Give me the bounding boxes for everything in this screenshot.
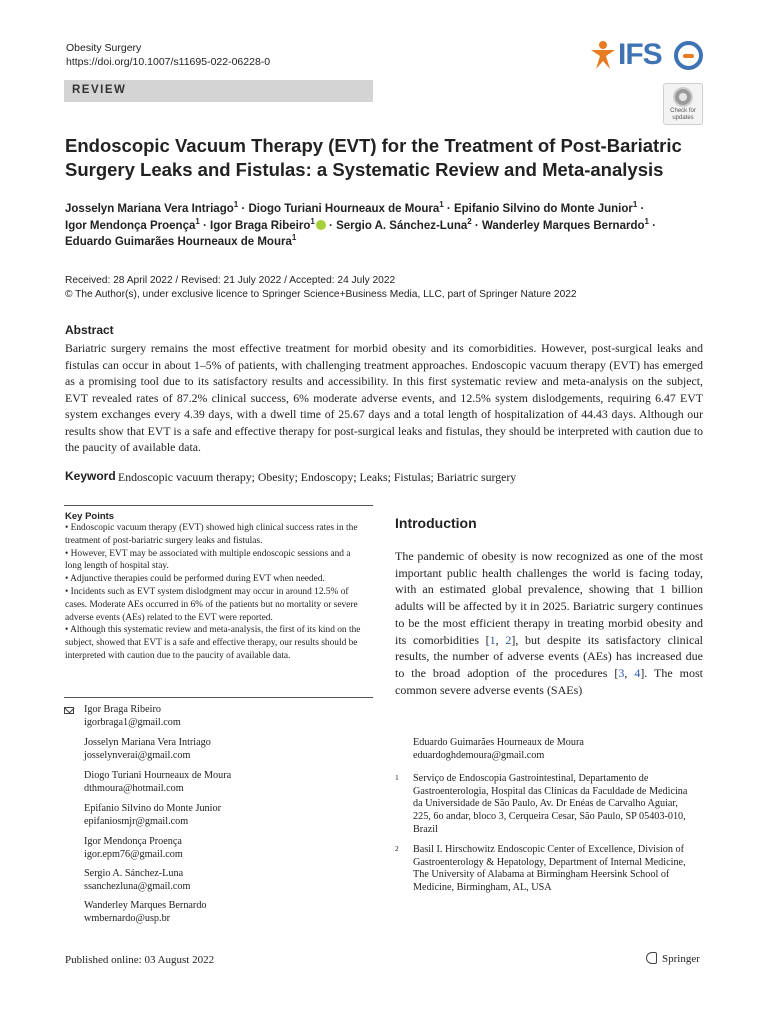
citation-link[interactable]: 1 bbox=[489, 632, 496, 647]
citation-separator: , bbox=[624, 665, 635, 680]
contact-email[interactable]: wmbernardo@usp.br bbox=[84, 912, 171, 924]
contact-email[interactable]: igorbraga1@gmail.com bbox=[84, 716, 181, 728]
contact-name: Igor Mendonça Proença bbox=[84, 836, 182, 847]
author-affiliation: 1 bbox=[310, 216, 315, 226]
author[interactable]: Epifanio Silvino do Monte Junior bbox=[453, 203, 633, 215]
envelope-icon bbox=[64, 707, 74, 714]
author-affiliation: 1 bbox=[644, 216, 649, 226]
contact-name: Sergio A. Sánchez-Luna bbox=[84, 868, 184, 879]
contact-entry bbox=[84, 836, 364, 861]
author-affiliation: 1 bbox=[439, 200, 444, 210]
author[interactable]: Eduardo Guimarães Hourneaux de Moura bbox=[65, 236, 292, 248]
author-affiliation: 2 bbox=[467, 216, 472, 226]
author-list: Josselyn Mariana Vera Intriago$^1$ · Diogo Turiani Hourneaux de Moura$^1$ · Epifanio Silvino do Monte Junior$^1$ · Igor Mendonça Proença$^1$ · Igor Braga Ribeiro$^1$ · Sergio A. Sánchez-Luna$^2$ · Wanderley Marques Bernardo$^1$ · Eduardo Guimarães Hourneaux de Moura$^1$ bbox=[65, 200, 656, 248]
affiliation-text: Basil I. Hirschowitz Endoscopic Center of Excellence, Division of Gastroenterology & Hepatology, Department of Internal Medicine, The University of Alabama at Birmingham Heersink School of Medicine, Birmingham, AL, USA bbox=[413, 844, 686, 894]
citation-link[interactable]: 2 bbox=[505, 632, 512, 647]
article-dates: Received: 28 April 2022 / Revised: 21 July 2022 / Accepted: 24 July 2022 bbox=[65, 275, 396, 286]
author-affiliation: 1 bbox=[233, 200, 239, 210]
contact-email[interactable]: igor.epm76@gmail.com bbox=[84, 848, 183, 860]
check-for-updates-label: Check for updates bbox=[670, 108, 696, 121]
ifso-logo bbox=[588, 38, 706, 72]
key-point-item: • Adjunctive therapies could be performed during EVT when needed. bbox=[65, 574, 325, 585]
contact-name: Epifanio Silvino do Monte Junior bbox=[84, 803, 221, 814]
intro-text-part: ]. The most common severe adverse events (SAEs) bbox=[395, 665, 704, 697]
affiliation-number: 1 bbox=[395, 773, 399, 782]
bookmark-icon bbox=[673, 87, 693, 107]
contact-email[interactable]: dthmoura@hotmail.com bbox=[84, 782, 184, 794]
contact-email[interactable]: epifaniosmjr@gmail.com bbox=[84, 815, 189, 827]
introduction-heading: Introduction bbox=[395, 515, 477, 531]
author[interactable]: Sergio A. Sánchez-Luna bbox=[336, 219, 468, 232]
affiliation-text: Serviço de Endoscopia Gastrointestinal, Departamento de Gastroenterologia, Hospital das Clínicas da Faculdade de Medicina da Universidade de São Paulo, Av. Dr Enéas de Carvalho Aguiar, 225, 6o andar, bloco 3, Cerqueira Cesar, São Paulo, SP 05403-010, Brazil bbox=[413, 773, 688, 835]
key-points-heading: Key Points bbox=[65, 511, 115, 522]
orcid-icon[interactable] bbox=[316, 220, 326, 230]
logo-text: IFS bbox=[618, 38, 662, 71]
citation-link[interactable]: 3 bbox=[618, 665, 625, 680]
author[interactable]: Igor Mendonça Proença bbox=[65, 219, 196, 232]
author[interactable]: Igor Braga Ribeiro bbox=[210, 219, 311, 232]
key-point-item: • Although this systematic review and meta-analysis, the first of its kind on the subject, showed that EVT is a safe and effective therapy, our results should be interpreted with caution due to the paucity of available data. bbox=[65, 625, 361, 661]
article-title bbox=[65, 134, 685, 182]
springer-horse-icon bbox=[646, 952, 657, 964]
author[interactable]: Josselyn Mariana Vera Intriago bbox=[65, 203, 234, 215]
author[interactable]: Diogo Turiani Hourneaux de Moura bbox=[248, 203, 440, 215]
contact-name: Diogo Turiani Hourneaux de Moura bbox=[84, 770, 232, 781]
logo-o-icon bbox=[674, 41, 703, 70]
key-point-item: • Endoscopic vacuum therapy (EVT) showed high clinical success rates in the treatment of post-bariatric surgery leaks and fistulas. bbox=[65, 523, 358, 546]
contact-entry bbox=[84, 803, 364, 828]
copyright-notice: © The Author(s), under exclusive licence to Springer Science+Business Media, LLC, part of Springer Nature 2022 bbox=[65, 289, 577, 300]
author-affiliation: 1 bbox=[291, 233, 297, 243]
abstract-text: Bariatric surgery remains the most effective treatment for morbid obesity and its comorbidities. However, post-surgical leaks and fistulas can occur in about 1–5% of patients, with challenging treatment approaches. Endoscopic vacuum therapy (EVT) has emerged as a promising tool due to its satisfactory results and accessibility. In this first systematic review and meta-analysis on the subject, EVT revealed rates of 87.2% clinical success, 6% moderate adverse events, and 12.5% system dislodgements, requiring 6.47 EVT system exchanges every 4.39 days, with a dwell time of 25.67 days and a total length of hospitalization of 44.43 days. Although our results show that EVT is a safe and effective therapy for post-surgical leaks and fistulas, they should be interpreted with caution due to the paucity of available data. bbox=[65, 341, 703, 454]
author-affiliation: 1 bbox=[195, 216, 200, 226]
citation-link[interactable]: 4 bbox=[634, 665, 641, 680]
contact-entry bbox=[84, 900, 364, 925]
publisher-name: Springer bbox=[662, 953, 700, 965]
journal-name: Obesity Surgery bbox=[66, 42, 142, 54]
contact-entry bbox=[84, 770, 364, 795]
contact-entry bbox=[84, 737, 364, 762]
author[interactable]: Wanderley Marques Bernardo bbox=[481, 219, 645, 232]
ifso-figure-icon bbox=[588, 40, 618, 70]
title-line-1: Endoscopic Vacuum Therapy (EVT) for the Treatment of Post-Bariatric bbox=[65, 135, 682, 156]
contact-entry bbox=[84, 868, 364, 893]
intro-text-part: The pandemic of obesity is now recognized as one of the most important public health challenges the world is facing today, with an estimated global prevalence, showing that 1 billion adults will be affected by it in 2025. Bariatric surgery continues to be the most efficient therapy in treating morbid obesity and its comorbidities [ bbox=[395, 549, 703, 647]
title-line-2: Surgery Leaks and Fistulas: a Systematic Review and Meta-analysis bbox=[65, 159, 664, 180]
contact-email[interactable]: ssanchezluna@gmail.com bbox=[84, 880, 191, 892]
contact-email[interactable]: josselynverai@gmail.com bbox=[84, 749, 191, 761]
contact-entry bbox=[84, 704, 364, 729]
contact-name: Wanderley Marques Bernardo bbox=[84, 900, 207, 911]
key-points-top-rule bbox=[64, 505, 373, 506]
keyword-heading: Keyword bbox=[65, 469, 116, 483]
citation-separator: , bbox=[495, 632, 506, 647]
abstract-heading: Abstract bbox=[65, 323, 114, 337]
contact-name: Josselyn Mariana Vera Intriago bbox=[84, 737, 211, 748]
intro-text-part: ], but despite its satisfactory clinical results, the number of adverse events (AEs) has increased due to the broad adoption of the procedures [ bbox=[395, 632, 703, 680]
key-point-item: • Incidents such as EVT system dislodgment may occur in around 12.5% of cases. Moderate AEs occurred in 6% of the patients but no mortality or severe adverse events (AEs) related to the EVT were reported. bbox=[65, 586, 358, 623]
contact-entry-right bbox=[413, 737, 703, 762]
introduction-text bbox=[395, 548, 703, 698]
publisher-logo bbox=[646, 952, 700, 965]
author-affiliation: 1 bbox=[632, 200, 638, 210]
keyword-list: Endoscopic vacuum therapy; Obesity; Endoscopy; Leaks; Fistulas; Bariatric surgery bbox=[118, 470, 517, 484]
contact-name: Eduardo Guimarães Hourneaux de Moura bbox=[413, 737, 584, 748]
affiliation-number: 2 bbox=[395, 844, 399, 853]
contact-name: Igor Braga Ribeiro bbox=[84, 704, 161, 715]
section-label: REVIEW bbox=[72, 84, 127, 96]
key-points-bottom-rule bbox=[64, 697, 373, 698]
published-date: Published online: 03 August 2022 bbox=[65, 954, 215, 966]
doi-link[interactable]: https://doi.org/10.1007/s11695-022-06228-0 bbox=[66, 56, 271, 68]
key-point-item: • However, EVT may be associated with multiple endoscopic sessions and a long length of hospital stay. bbox=[65, 548, 351, 572]
affiliation bbox=[395, 844, 695, 895]
key-points-list bbox=[65, 522, 365, 663]
affiliation bbox=[395, 773, 695, 837]
contact-email[interactable]: eduardoghdemoura@gmail.com bbox=[413, 749, 545, 761]
check-for-updates-button[interactable] bbox=[663, 83, 703, 125]
